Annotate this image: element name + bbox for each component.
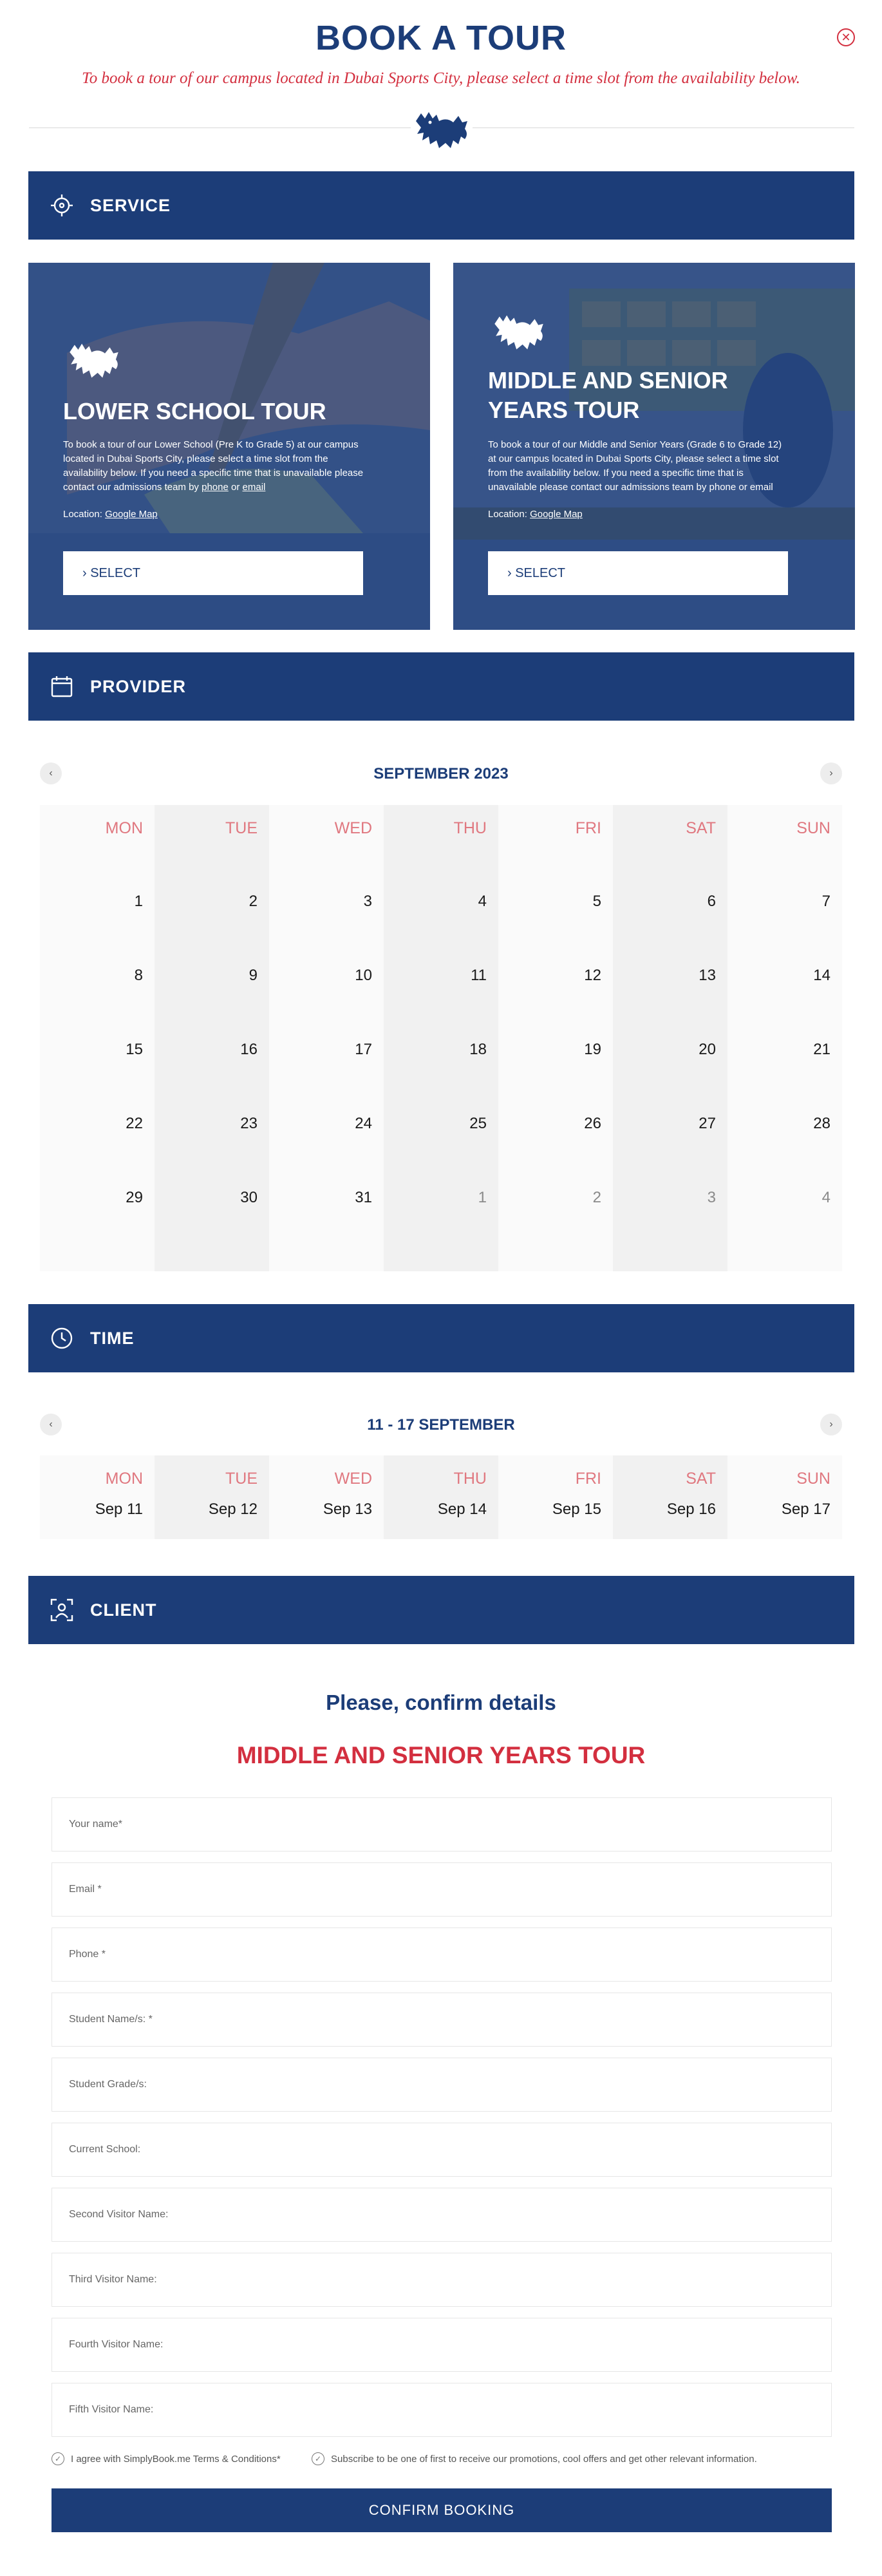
- form-field-input[interactable]: [52, 2253, 831, 2306]
- form-field-input[interactable]: [52, 2383, 831, 2436]
- confirm-booking-button[interactable]: CONFIRM BOOKING: [52, 2488, 832, 2532]
- page-subtitle: To book a tour of our campus located in Dubai Sports City, please select a time slot from the availability below.: [82, 70, 800, 87]
- form-field[interactable]: [52, 2058, 832, 2112]
- calendar-day[interactable]: 26: [584, 1115, 601, 1132]
- calendar-column: [498, 805, 613, 1271]
- week-day-cell[interactable]: [613, 1455, 727, 1539]
- section-label-client: CLIENT: [90, 1600, 157, 1620]
- calendar-day: 1: [478, 1189, 487, 1206]
- form-field-input[interactable]: [52, 1863, 831, 1916]
- form-field[interactable]: [52, 1927, 832, 1982]
- week-date-label: Sep 13: [323, 1501, 372, 1518]
- form-field-input[interactable]: [52, 2058, 831, 2111]
- calendar-day[interactable]: 9: [249, 967, 258, 984]
- week-day-cell[interactable]: [727, 1455, 842, 1539]
- calendar-day[interactable]: 22: [126, 1115, 143, 1132]
- week-day-cell[interactable]: [40, 1455, 155, 1539]
- form-field-input[interactable]: [52, 2188, 831, 2241]
- week-date-label: Sep 12: [208, 1501, 258, 1518]
- calendar-column: [269, 805, 384, 1271]
- week-next-button[interactable]: ›: [820, 1414, 842, 1435]
- calendar-prev-button[interactable]: ‹: [40, 762, 62, 784]
- lion-crest-icon: [488, 312, 550, 354]
- form-field[interactable]: [52, 2188, 832, 2242]
- week-day-cell[interactable]: [498, 1455, 613, 1539]
- calendar-month-title: SEPTEMBER 2023: [373, 765, 509, 782]
- form-field[interactable]: [52, 1862, 832, 1917]
- service-title: MIDDLE AND SENIOR YEARS TOUR: [488, 367, 728, 423]
- calendar-day[interactable]: 19: [584, 1041, 601, 1058]
- form-field[interactable]: [52, 1993, 832, 2047]
- calendar-day: 2: [592, 1189, 601, 1206]
- week-prev-button[interactable]: ‹: [40, 1414, 62, 1435]
- select-service-button[interactable]: › SELECT: [63, 551, 363, 595]
- calendar-day[interactable]: 5: [592, 893, 601, 910]
- crosshair-icon: [49, 193, 75, 218]
- google-map-link[interactable]: Google Map: [105, 509, 158, 520]
- calendar-day[interactable]: 21: [813, 1041, 830, 1058]
- calendar-weekday-label: MON: [105, 819, 143, 837]
- week-day-label: SUN: [796, 1470, 830, 1488]
- form-field[interactable]: [52, 1797, 832, 1852]
- calendar-weekday-label: THU: [453, 819, 487, 837]
- form-field-input[interactable]: [52, 1798, 831, 1851]
- calendar-weekday-label: SAT: [686, 819, 716, 837]
- section-bar-service[interactable]: [28, 171, 854, 240]
- week-day-label: SAT: [686, 1470, 716, 1488]
- terms-checkbox-row[interactable]: [52, 2452, 281, 2465]
- week-day-label: MON: [105, 1470, 143, 1488]
- calendar-weekday-label: FRI: [575, 819, 601, 837]
- calendar-grid: [40, 805, 842, 1271]
- service-location: Location: Google Map: [63, 509, 158, 520]
- select-service-button[interactable]: › SELECT: [488, 551, 788, 595]
- week-day-label: WED: [334, 1470, 372, 1488]
- calendar-column: [40, 805, 155, 1271]
- service-card-lower-school[interactable]: [28, 263, 430, 630]
- week-date-label: Sep 15: [552, 1501, 601, 1518]
- calendar-day[interactable]: 31: [355, 1189, 372, 1206]
- week-date-label: Sep 17: [781, 1501, 830, 1518]
- calendar-day[interactable]: 20: [699, 1041, 716, 1058]
- calendar-day[interactable]: 16: [240, 1041, 258, 1058]
- section-bar-provider[interactable]: [28, 652, 854, 721]
- section-label-time: TIME: [90, 1328, 135, 1348]
- form-field[interactable]: [52, 2123, 832, 2177]
- calendar-day: 4: [821, 1189, 830, 1206]
- form-field-input[interactable]: [52, 1928, 831, 1981]
- week-day-cell[interactable]: [155, 1455, 269, 1539]
- calendar-day[interactable]: 12: [584, 967, 601, 984]
- week-day-label: THU: [453, 1470, 487, 1488]
- week-day-cell[interactable]: [384, 1455, 498, 1539]
- form-field[interactable]: [52, 2383, 832, 2437]
- calendar-weekday-label: SUN: [796, 819, 830, 837]
- calendar-day[interactable]: 13: [699, 967, 716, 984]
- service-location: Location: Google Map: [488, 509, 583, 520]
- service-title: LOWER SCHOOL TOUR: [63, 398, 326, 424]
- calendar-column: [155, 805, 269, 1271]
- service-description: To book a tour of our Middle and Senior Years (Grade 6 to Grade 12) at our campus located in Dubai Sports City, please select a time slot from the availability below. If you need a specific time that is unavailable please contact our admissions team by phone or email: [488, 439, 782, 493]
- confirm-heading: Please, confirm details: [326, 1690, 556, 1714]
- calendar-weekday-label: WED: [334, 819, 372, 837]
- calendar-day[interactable]: 28: [813, 1115, 830, 1132]
- calendar-day[interactable]: 4: [478, 893, 487, 910]
- week-day-label: TUE: [225, 1470, 258, 1488]
- calendar-day[interactable]: 15: [126, 1041, 143, 1058]
- selected-tour-name: MIDDLE AND SENIOR YEARS TOUR: [236, 1742, 646, 1768]
- section-label-provider: PROVIDER: [90, 676, 187, 696]
- section-bar-time[interactable]: [28, 1304, 854, 1372]
- calendar-column: [727, 805, 842, 1271]
- calendar-day[interactable]: 8: [134, 967, 143, 984]
- close-icon[interactable]: ✕: [837, 28, 855, 46]
- week-date-label: Sep 16: [666, 1501, 716, 1518]
- calendar-day[interactable]: 27: [699, 1115, 716, 1132]
- calendar-next-button[interactable]: ›: [820, 762, 842, 784]
- calendar-day[interactable]: 11: [471, 967, 487, 984]
- section-bar-client[interactable]: [28, 1576, 854, 1644]
- clock-icon: [49, 1325, 75, 1351]
- calendar-day[interactable]: 1: [134, 893, 143, 910]
- calendar-day[interactable]: 10: [355, 967, 372, 984]
- subscribe-label: Subscribe to be one of first to receive our promotions, cool offers and get other relevant information.: [331, 2453, 757, 2465]
- week-range-title: 11 - 17 SEPTEMBER: [367, 1416, 515, 1434]
- calendar-column: [613, 805, 727, 1271]
- email-link[interactable]: email: [242, 482, 266, 493]
- user-frame-icon: [49, 1597, 75, 1623]
- calendar-day[interactable]: 3: [363, 893, 372, 910]
- calendar-day[interactable]: 30: [240, 1189, 258, 1206]
- section-label-service: SERVICE: [90, 195, 171, 215]
- chevron-right-icon: ›: [507, 565, 516, 580]
- check-circle-icon[interactable]: ✓: [312, 2452, 324, 2465]
- week-day-label: FRI: [575, 1470, 601, 1488]
- subscribe-checkbox-row[interactable]: [312, 2452, 757, 2465]
- terms-label: I agree with SimplyBook.me Terms & Conditions*: [71, 2453, 281, 2465]
- form-field-input[interactable]: [52, 1993, 831, 2046]
- chevron-right-icon: ›: [82, 565, 91, 580]
- service-card-middle-senior[interactable]: [453, 263, 855, 630]
- calendar-day[interactable]: 6: [707, 893, 716, 910]
- calendar-day[interactable]: 25: [469, 1115, 487, 1132]
- calendar-day[interactable]: 17: [355, 1041, 372, 1058]
- calendar-day[interactable]: 14: [813, 967, 830, 984]
- calendar-day[interactable]: 2: [249, 893, 258, 910]
- form-field[interactable]: [52, 2253, 832, 2307]
- calendar-day[interactable]: 18: [469, 1041, 487, 1058]
- calendar-icon: [49, 674, 75, 699]
- week-date-label: Sep 11: [95, 1501, 143, 1518]
- calendar-day[interactable]: 23: [240, 1115, 258, 1132]
- page-title: BOOK A TOUR: [315, 19, 567, 57]
- week-day-cell[interactable]: [269, 1455, 384, 1539]
- form-field-input[interactable]: [52, 2318, 831, 2371]
- calendar-day[interactable]: 24: [355, 1115, 372, 1132]
- check-circle-icon[interactable]: ✓: [52, 2452, 64, 2465]
- form-field[interactable]: [52, 2318, 832, 2372]
- lion-crest-icon: [411, 108, 473, 153]
- week-date-label: Sep 14: [437, 1501, 487, 1518]
- lion-crest-icon: [63, 340, 125, 383]
- google-map-link[interactable]: Google Map: [530, 509, 583, 520]
- calendar-weekday-label: TUE: [225, 819, 258, 837]
- calendar-day[interactable]: 29: [126, 1189, 143, 1206]
- phone-link[interactable]: phone: [202, 482, 229, 493]
- form-field-input[interactable]: [52, 2123, 831, 2176]
- week-grid: [40, 1455, 842, 1539]
- calendar-column: [384, 805, 498, 1271]
- calendar-day[interactable]: 7: [821, 893, 830, 910]
- calendar-day: 3: [707, 1189, 716, 1206]
- service-description: To book a tour of our Lower School (Pre K to Grade 5) at our campus located in Dubai Sports City, please select a time slot from the availability below. If you need a specific time that is unavailable please contact our admissions team by phone or email: [63, 439, 364, 493]
